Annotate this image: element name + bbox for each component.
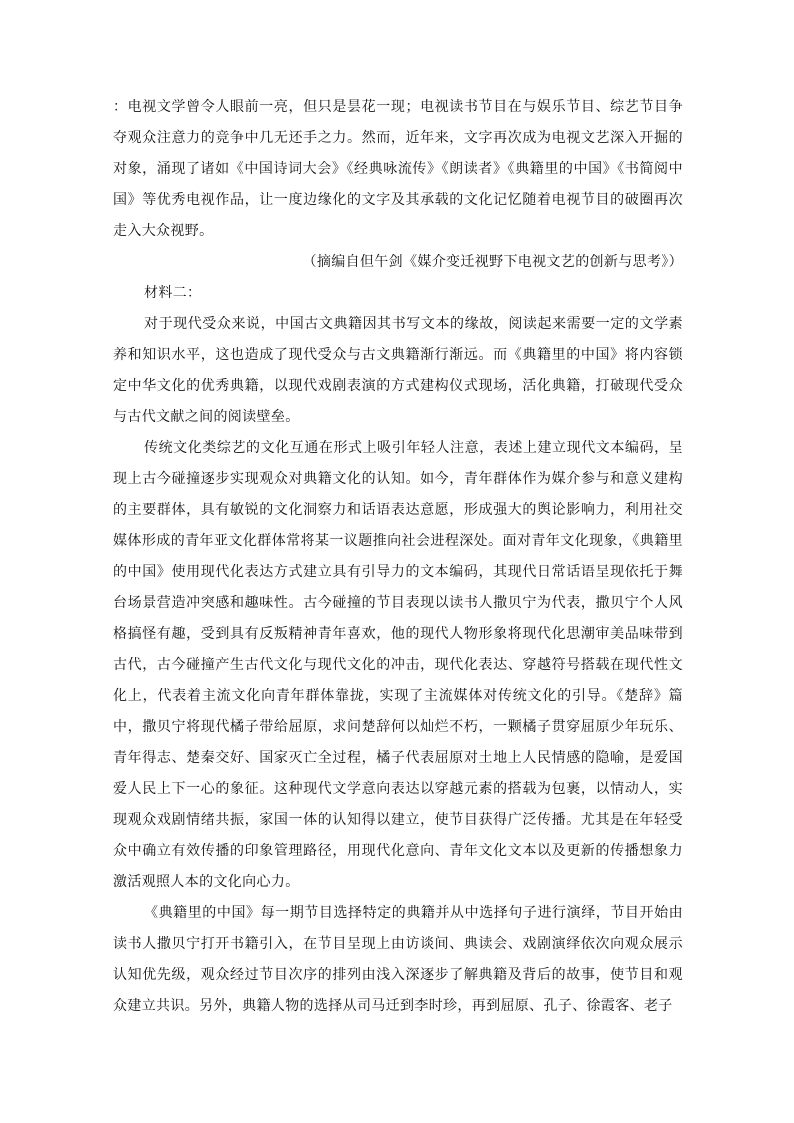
document-page (113, 92, 683, 1022)
intro-paragraph: ：电视文学曾令人眼前一亮，但只是昙花一现；电视读书节目在与娱乐节目、综艺节目争夺观众注意力的竞争中几无还手之力。然而，近年来，文字再次成为电视文艺深入开掘的对象，涌现了诸如《中国诗词大会》《经典咏流传》《朗读者》《典籍里的中国》《书简阅中国》等优秀电视作品，让一度边缘化的文字及其承载的文化记忆随着电视节目的破圈再次走入大众视野。 (113, 99, 683, 239)
body-paragraph-2: 传统文化类综艺的文化互通在形式上吸引年轻人注意，表述上建立现代文本编码，呈现上古今碰撞逐步实现观众对典籍文化的认知。如今，青年群体作为媒介参与和意义建构的主要群体，具有敏锐的文化洞察力和话语表达意愿，形成强大的舆论影响力，利用社交媒体形成的青年亚文化群体常将某一议题推向社会进程深处。面对青年文化现象，《典籍里的中国》使用现代化表达方式建立具有引导力的文本编码，其现代日常话语呈现依托于舞台场景营造冲突感和趣味性。古今碰撞的节目表现以读书人撒贝宁为代表，撒贝宁个人风格搞怪有趣，受到具有反叛精神青年喜欢，他的现代人物形象将现代化思潮审美品味带到古代，古今碰撞产生古代文化与现代文化的冲击，现代化表达、穿越符号搭载在现代性文化上，代表着主流文化向青年群体靠拢，实现了主流媒体对传统文化的引导。《楚辞》篇中，撒贝宁将现代橘子带给屈原，求问楚辞何以灿烂不朽，一颗橘子贯穿屈原少年玩乐、青年得志、楚秦交好、国家灭亡全过程，橘子代表屈原对土地上人民情感的隐喻，是爱国爱人民上下一心的象征。这种现代文学意向表达以穿越元素的搭载为包裹，以情动人，实现观众戏剧情绪共振，家国一体的认知得以建立，使节目获得广泛传播。尤其是在年轻受众中确立有效传播的印象管理路径，用现代化意向、青年文化文本以及更新的传播想象力激活观照人本的文化向心力。 (113, 440, 683, 890)
section-heading: 材料二： (144, 285, 202, 301)
body-paragraph-3: 《典籍里的中国》每一期节目选择特定的典籍并从中选择句子进行演绎，节目开始由读书人撒贝宁打开书籍引入，在节目呈现上由访谈间、典读会、戏剧演绎依次向观众展示认知优先级，观众经过节目次序的排列由浅入深逐步了解典籍及背后的故事，使节目和观众建立共识。另外，典籍人物的选择从司马迁到李时珍，再到屈原、孔子、徐霞客、老子 (113, 905, 683, 1014)
source-citation: （摘编自但午剑《媒介变迁视野下电视文艺的创新与思考》） (302, 254, 683, 270)
body-paragraph-1: 对于现代受众来说，中国古文典籍因其书写文本的缘故，阅读起来需要一定的文学素养和知识水平，这也造成了现代受众与古文典籍渐行渐远。而《典籍里的中国》将内容锁定中华文化的优秀典籍，以现代戏剧表演的方式建构仪式现场，活化典籍，打破现代受众与古代文献之间的阅读壁垒。 (113, 316, 683, 425)
